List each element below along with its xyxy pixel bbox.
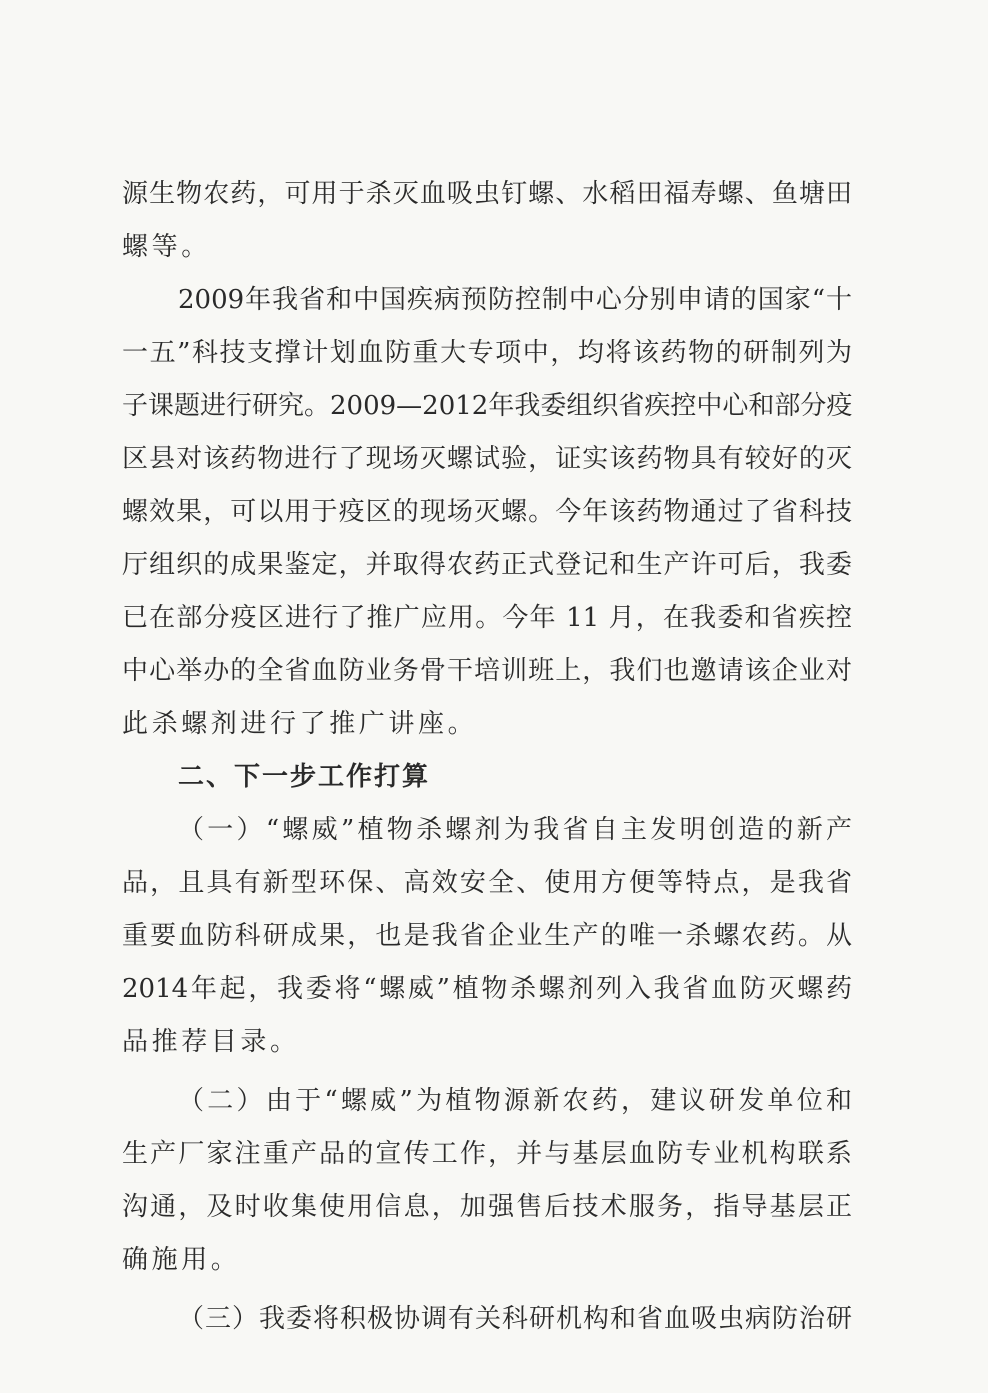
- document-body: [122, 172, 852, 1350]
- text-line: 厅组织的成果鉴定，并取得农药正式登记和生产许可后，我委: [122, 550, 852, 580]
- text-line: 中心举办的全省血防业务骨干培训班上，我们也邀请该企业对: [122, 656, 852, 686]
- text-line: 螺效果，可以用于疫区的现场灭螺。今年该药物通过了省科技: [122, 497, 852, 527]
- text-line: 源生物农药，可用于杀灭血吸虫钉螺、水稻田福寿螺、鱼塘田: [122, 179, 852, 209]
- text-line: 沟通，及时收集使用信息，加强售后技术服务，指导基层正: [122, 1192, 852, 1222]
- section-heading: 二、下一步工作打算: [178, 762, 431, 792]
- text-line: 螺等。: [122, 232, 211, 262]
- text-line: 品推荐目录。: [122, 1027, 300, 1057]
- text-line: （二）由于“螺威”为植物源新农药，建议研发单位和: [178, 1086, 852, 1116]
- text-line: （一）“螺威”植物杀螺剂为我省自主发明创造的新产: [178, 815, 852, 845]
- text-line: 一五”科技支撑计划血防重大专项中，均将该药物的研制列为: [122, 338, 852, 368]
- text-line: 品，且具有新型环保、高效安全、使用方便等特点，是我省: [122, 868, 852, 898]
- text-line: 重要血防科研成果，也是我省企业生产的唯一杀螺农药。从: [122, 921, 852, 951]
- text-line: 区县对该药物进行了现场灭螺试验，证实该药物具有较好的灭: [122, 444, 852, 474]
- text-line: 子课题进行研究。2009—2012年我委组织省疾控中心和部分疫: [122, 391, 853, 421]
- text-line: 生产厂家注重产品的宣传工作，并与基层血防专业机构联系: [122, 1139, 852, 1169]
- text-line: 确施用。: [122, 1245, 241, 1275]
- text-line: 2014年起，我委将“螺威”植物杀螺剂列入我省血防灭螺药: [122, 974, 852, 1004]
- text-line: 2009年我省和中国疾病预防控制中心分别申请的国家“十: [178, 285, 852, 315]
- text-line: 已在部分疫区进行了推广应用。今年 11 月，在我委和省疾控: [122, 603, 852, 633]
- text-line: （三）我委将积极协调有关科研机构和省血吸虫病防治研: [178, 1304, 852, 1334]
- text-line: 此杀螺剂进行了推广讲座。: [122, 709, 478, 739]
